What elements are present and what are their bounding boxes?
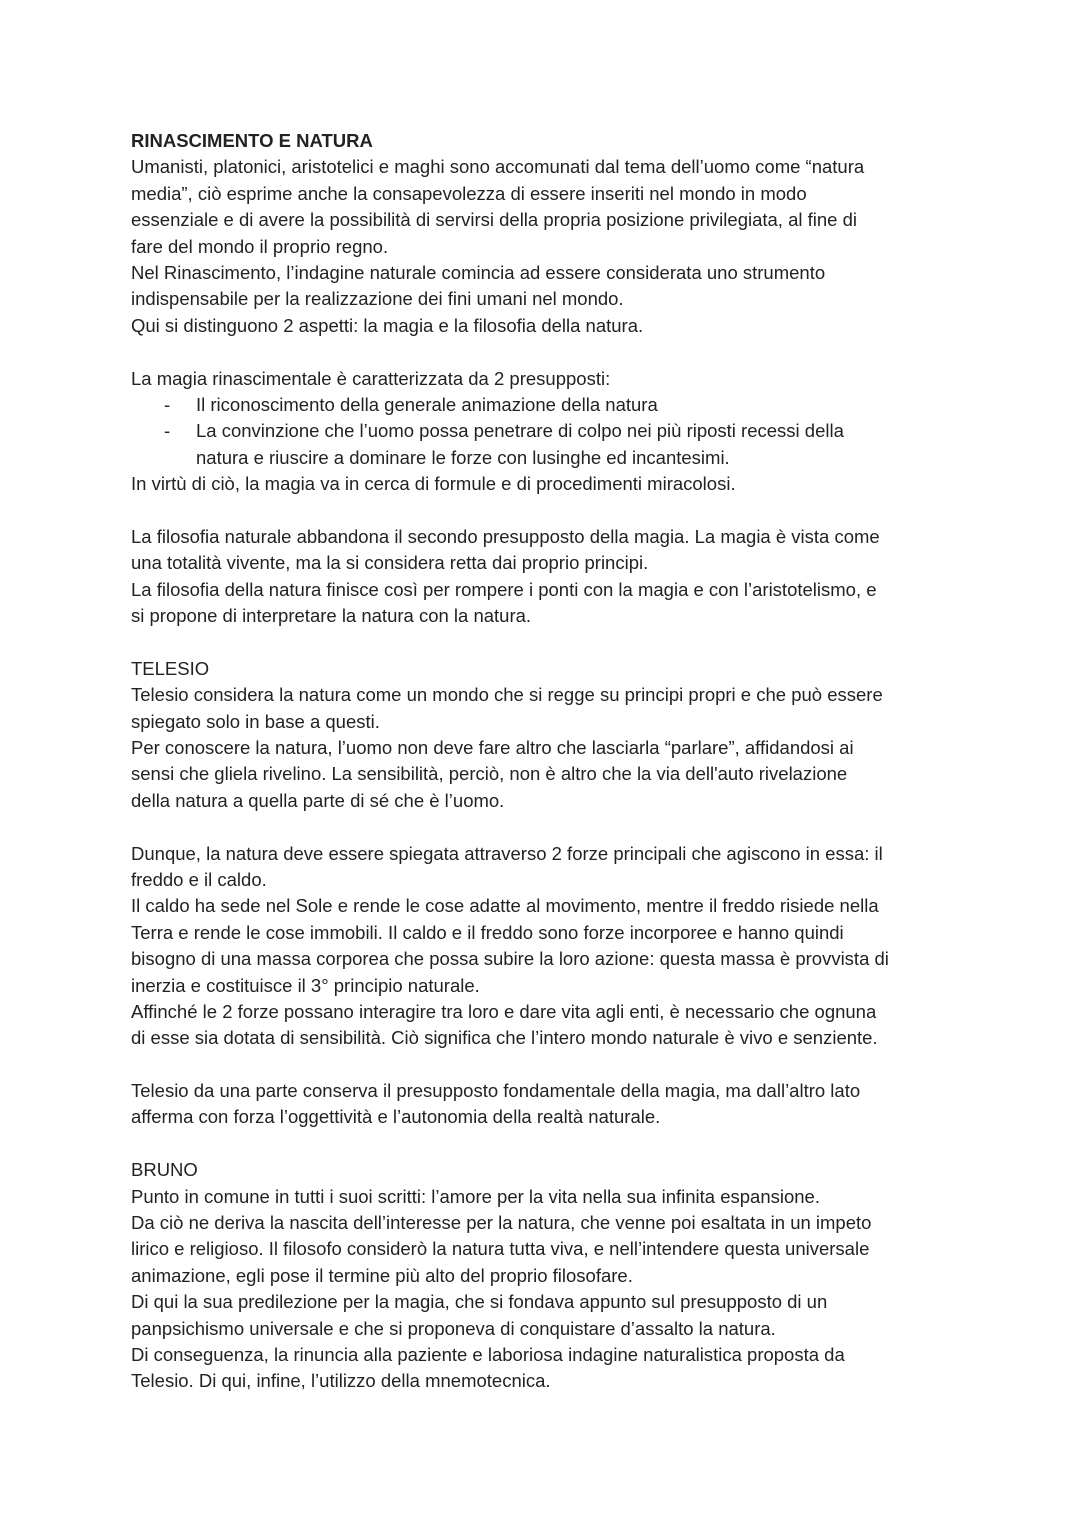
text-line: Qui si distinguono 2 aspetti: la magia e la filosofia della natura.	[131, 314, 644, 336]
text-line: freddo e il caldo.	[131, 868, 267, 890]
paragraph-gap	[131, 1131, 971, 1157]
text-line: La filosofia della natura finisce così per rompere i ponti con la magia e con l’aristotelismo, e	[131, 578, 877, 600]
bullet-dash: -	[164, 393, 171, 415]
text-line: Umanisti, platonici, aristotelici e maghi sono accomunati dal tema dell’uomo come “natura	[131, 156, 865, 178]
text-line: fare del mondo il proprio regno.	[131, 235, 389, 257]
paragraph-intro	[131, 154, 971, 339]
text-line: si propone di interpretare la natura con la natura.	[131, 605, 532, 627]
text-line: media”, ciò esprime anche la consapevolezza di essere inseriti nel mondo in modo	[131, 182, 807, 204]
text-line: Dunque, la natura deve essere spiegata attraverso 2 forze principali che agiscono in essa: il	[131, 842, 883, 864]
text-line: inerzia e costituisce il 3° principio naturale.	[131, 974, 480, 996]
paragraph-telesio-2	[131, 841, 971, 1052]
text-line: Affinché le 2 forze possano interagire tra loro e dare vita agli enti, è necessario che ognuna	[131, 1000, 877, 1022]
text-line: afferma con forza l’oggettività e l’autonomia della realtà naturale.	[131, 1106, 661, 1128]
text-line: Da ciò ne deriva la nascita dell’interesse per la natura, che venne poi esaltata in un impeto	[131, 1212, 872, 1234]
paragraph-gap	[131, 339, 971, 365]
text-line: spiegato solo in base a questi.	[131, 710, 380, 732]
section-title-rinascimento: RINASCIMENTO E NATURA	[131, 130, 373, 151]
text-line: di esse sia dotata di sensibilità. Ciò significa che l’intero mondo naturale è vivo e senziente.	[131, 1027, 878, 1049]
paragraph-gap	[131, 814, 971, 840]
text-line: essenziale e di avere la possibilità di servirsi della propria posizione privilegiata, al fine di	[131, 209, 857, 231]
text-line: animazione, egli pose il termine più alto del proprio filosofare.	[131, 1264, 633, 1286]
text-line: Per conoscere la natura, l’uomo non deve fare altro che lasciarla “parlare”, affidandosi ai	[131, 736, 854, 758]
text-line: Nel Rinascimento, l’indagine naturale comincia ad essere considerata uno strumento	[131, 261, 826, 283]
text-line: della natura a quella parte di sé che è l’uomo.	[131, 789, 505, 811]
text-line: Di conseguenza, la rinuncia alla paziente e laboriosa indagine naturalistica proposta da	[131, 1343, 845, 1365]
paragraph-bruno	[131, 1184, 971, 1395]
text-line: bisogno di una massa corporea che possa subire la loro azione: questa massa è provvista di	[131, 948, 889, 970]
list-item-text: La convinzione che l’uomo possa penetrare di colpo nei più riposti recessi della	[196, 420, 844, 442]
text-line: lirico e religioso. Il filosofo considerò la natura tutta viva, e nell’intendere questa universale	[131, 1238, 870, 1260]
paragraph-magia	[131, 366, 971, 498]
section-title-telesio: TELESIO	[131, 657, 210, 679]
text-line: sensi che gliela rivelino. La sensibilità, perciò, non è altro che la via dell'auto rivelazione	[131, 763, 848, 785]
text-line: panpsichismo universale e che si proponeva di conquistare d’assalto la natura.	[131, 1317, 776, 1339]
document-page	[131, 128, 971, 1395]
text-line: Punto in comune in tutti i suoi scritti: l’amore per la vita nella sua infinita espansione.	[131, 1185, 820, 1207]
paragraph-telesio-1	[131, 682, 971, 814]
text-line: Telesio. Di qui, infine, l’utilizzo della mnemotecnica.	[131, 1370, 551, 1392]
paragraph-gap	[131, 497, 971, 523]
paragraph-gap	[131, 1052, 971, 1078]
paragraph-telesio-3	[131, 1078, 971, 1131]
text-line: Telesio da una parte conserva il presupposto fondamentale della magia, ma dall’altro lato	[131, 1080, 861, 1102]
list-item	[131, 392, 971, 418]
section-title-bruno: BRUNO	[131, 1159, 198, 1181]
text-line: In virtù di ciò, la magia va in cerca di formule e di procedimenti miracolosi.	[131, 473, 736, 495]
paragraph-gap	[131, 629, 971, 655]
text-line: Di qui la sua predilezione per la magia, che si fondava appunto sul presupposto di un	[131, 1291, 828, 1313]
bullet-dash: -	[164, 420, 171, 442]
text-line: Il caldo ha sede nel Sole e rende le cose adatte al movimento, mentre il freddo risiede nella	[131, 895, 879, 917]
text-line: La magia rinascimentale è caratterizzata da 2 presupposti:	[131, 367, 611, 389]
list-item-text: Il riconoscimento della generale animazione della natura	[196, 393, 658, 415]
text-line: una totalità vivente, ma la si considera retta dai proprio principi.	[131, 552, 649, 574]
text-line: Terra e rende le cose immobili. Il caldo e il freddo sono forze incorporee e hanno quindi	[131, 921, 844, 943]
text-line: La filosofia naturale abbandona il secondo presupposto della magia. La magia è vista come	[131, 525, 880, 547]
list-item-continuation: natura e riuscire a dominare le forze con lusinghe ed incantesimi.	[196, 446, 730, 468]
text-line: Telesio considera la natura come un mondo che si regge su principi propri e che può essere	[131, 684, 883, 706]
text-line: indispensabile per la realizzazione dei fini umani nel mondo.	[131, 288, 624, 310]
list-item	[131, 418, 971, 444]
paragraph-filosofia-naturale	[131, 524, 971, 630]
